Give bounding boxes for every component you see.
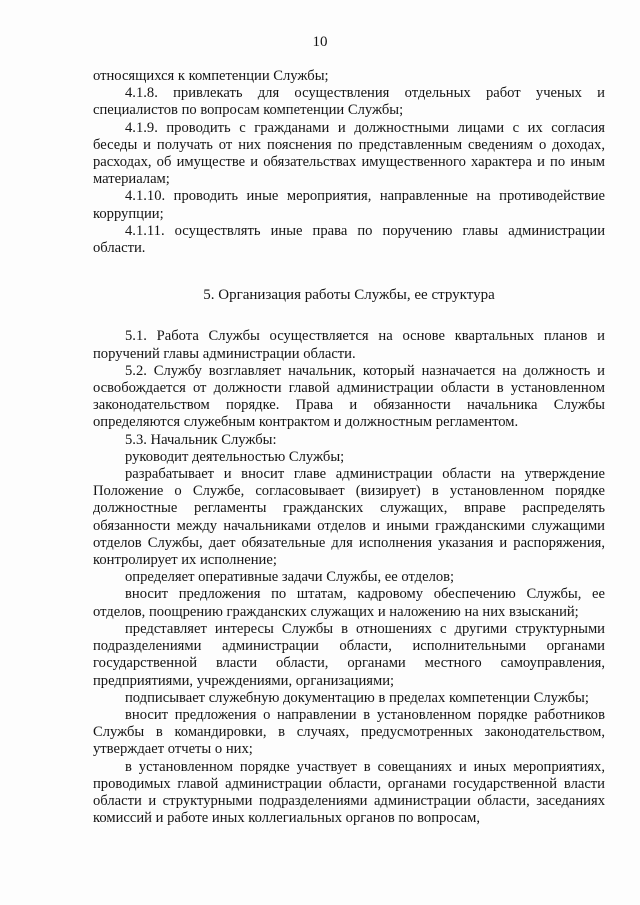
- paragraph-4-1-11: 4.1.11. осуществлять иные права по поручению главы администрации области.: [93, 222, 605, 257]
- paragraph-continuation: относящихся к компетенции Службы;: [93, 68, 329, 84]
- duty-item: разрабатывает и вносит главе администрации области на утверждение Положение о Службе, согласовывает (визирует) в установленном порядке должностные регламенты гражданских служащих, вправе распределять обязанности между начальниками отделов и иными гражданскими служащими отделов Службы, дает обязательные для исполнения указания и распоряжения, контролирует их исполнение;: [93, 466, 605, 569]
- duty-item: руководит деятельностью Службы;: [125, 448, 345, 465]
- duty-item: подписывает служебную документацию в пределах компетенции Службы;: [125, 689, 589, 706]
- paragraph-4-1-8: 4.1.8. привлекать для осуществления отдельных работ ученых и специалистов по вопросам компетенции Службы;: [93, 85, 605, 119]
- section-5-heading: 5. Организация работы Службы, ее структура: [203, 287, 495, 304]
- duty-item: определяет оперативные задачи Службы, ее отделов;: [125, 569, 455, 586]
- duty-item: вносит предложения по штатам, кадровому обеспечению Службы, ее отделов, поощрению гражданских служащих и наложению на них взысканий;: [93, 586, 605, 620]
- duty-item: в установленном порядке участвует в совещаниях и иных мероприятиях, проводимых главой администрации области, органами государственной власти области и структурными подразделениями администрации области, заседаниях комиссий и работе иных коллегиальных органов по вопросам,: [93, 758, 605, 827]
- paragraph-4-1-10: 4.1.10. проводить иные мероприятия, направленные на противодействие коррупции;: [93, 188, 605, 222]
- paragraph-5-3: 5.3. Начальник Службы:: [125, 431, 277, 448]
- page-number: 10: [312, 34, 328, 50]
- paragraph-4-1-9: 4.1.9. проводить с гражданами и должностными лицами с их согласия беседы и получать от них пояснения по представленным сведениям о доходах, расходах, об имуществе и обязательствах имущественного характера и по иным материалам;: [93, 119, 605, 188]
- duty-item: представляет интересы Службы в отношениях с другими структурными подразделениями администрации области, исполнительными органами государственной власти области, органами местного самоуправления, предприятиями, учреждениями, организациями;: [93, 620, 605, 689]
- paragraph-5-1: 5.1. Работа Службы осуществляется на основе квартальных планов и поручений главы администрации области.: [93, 328, 605, 362]
- document-body: [93, 68, 605, 827]
- paragraph-5-2: 5.2. Службу возглавляет начальник, который назначается на должность и освобождается от должности главой администрации области в установленном законодательством порядке. Права и обязанности начальника Службы определяются служебным контрактом и должностным регламентом.: [93, 362, 605, 431]
- duty-item: вносит предложения о направлении в установленном порядке работников Службы в командировки, в случаях, предусмотренных законодательством, утверждает отчеты о них;: [93, 706, 605, 758]
